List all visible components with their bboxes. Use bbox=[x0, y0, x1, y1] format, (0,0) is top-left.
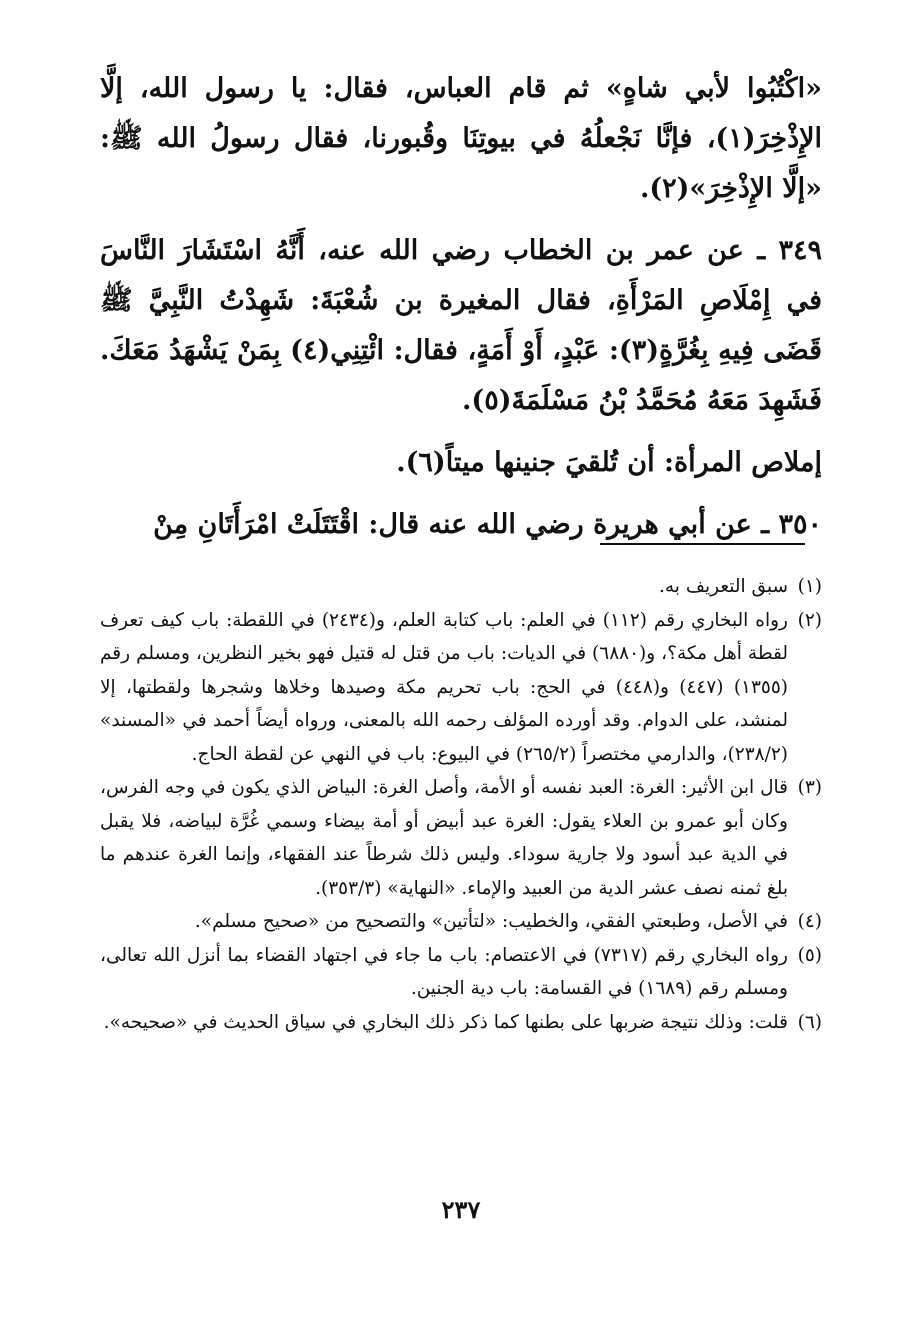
footnote-text: سبق التعريف به. bbox=[658, 576, 788, 597]
footnotes bbox=[100, 570, 822, 1039]
footnote-number: (٥) bbox=[797, 944, 822, 966]
footnote-3 bbox=[100, 771, 822, 905]
footnote-text: رواه البخاري رقم (٧٣١٧) في الاعتصام: باب ما جاء في اجتهاد القضاء بما أنزل الله تعالى، ومسلم رقم (١٦٨٩) في القسامة: باب دية الجنين. bbox=[100, 944, 788, 999]
footnote-6 bbox=[100, 1006, 822, 1040]
page-number: ٢٣٧ bbox=[441, 1195, 481, 1224]
paragraph-hadith-continuation: «اكْتُبُوا لأبي شاهٍ» ثم قام العباس، فقال: يا رسول الله، إلَّا الإِذْخِرَ(١)، فإنَّا نَجْعلُهُ في بيوتِنَا وقُبورنا، فقال رسولُ الله ﷺ: «إلَّا الإِذْخِرَ»(٢). bbox=[100, 73, 822, 204]
footnote-number: (٦) bbox=[797, 1011, 822, 1033]
footnote-number: (٢) bbox=[797, 609, 822, 631]
footnote-number: (١) bbox=[797, 576, 822, 597]
footnote-text: قال ابن الأثير: الغرة: العبد نفسه أو الأمة، وأصل الغرة: البياض الذي يكون في وجه الفرس، وكان أبو عمرو بن العلاء يقول: الغرة عبد أبيض أو أمة بيضاء وسمي غُرَّة لبياضه، فلا يقبل في الدية عبد أسود ولا جارية سوداء. وليس ذلك شرطاً عند الفقهاء، وإنما الغرة عندهم ما بلغ ثمنه نصف عشر الدية من العبيد والإماء. «النهاية» (٣٥٣/٣). bbox=[100, 777, 788, 899]
footnote-divider bbox=[600, 543, 805, 545]
footnote-number: (٣) bbox=[797, 777, 822, 798]
footnote-4 bbox=[100, 905, 822, 939]
footnote-text: قلت: وذلك نتيجة ضربها على بطنها كما ذكر ذلك البخاري في سياق الحديث في «صحيحه». bbox=[103, 1011, 788, 1033]
main-text bbox=[100, 64, 822, 550]
footnote-number: (٤) bbox=[797, 911, 822, 932]
paragraph-hadith-350: ٣٥٠ ـ عن أبي هريرة رضي الله عنه قال: اقْتَتَلَتْ امْرَأَتَانِ مِنْ bbox=[153, 509, 822, 540]
footnote-text: رواه البخاري رقم (١١٢) في العلم: باب كتابة العلم، و(٢٤٣٤) في اللقطة: باب كيف تعرف لقطة أهل مكة؟، و(٦٨٨٠) في الديات: باب من قتل له قتيل فهو بخير النظرين، ومسلم رقم (١٣٥٥) (٤٤٧) و(٤٤٨) في الحج: باب تحريم مكة وصيدها وخلاها وشجرها ولقطتها، إلا لمنشد، على الدوام. وقد أورده المؤلف رحمه الله بالمعنى، ورواه أيضاً أحمد في «المسند» (٢٣٨/٢)، والدارمي مختصراً (٢٦٥/٢) في البيوع: باب في النهي عن لقطة الحاج. bbox=[100, 609, 789, 765]
footnote-5 bbox=[100, 939, 822, 1006]
footnote-text: في الأصل، وطبعتي الفقي، والخطيب: «لتأتين» والتصحيح من «صحيح مسلم». bbox=[194, 911, 788, 932]
footnote-1 bbox=[100, 570, 822, 604]
paragraph-definition: إملاص المرأة: أن تُلقيَ جنينها ميتاً(٦). bbox=[396, 447, 822, 478]
paragraph-hadith-349: ٣٤٩ ـ عن عمر بن الخطاب رضي الله عنه، أَنَّهُ اسْتَشَارَ النَّاسَ في إِمْلَاصِ المَرْأَةِ، فقال المغيرة بن شُعْبَةَ: شَهِدْتُ النَّبِيَّ ﷺ قَضَى فِيهِ بِغُرَّةٍ(٣): عَبْدٍ، أَوْ أَمَةٍ، فقال: ائْتِنِي(٤) بِمَنْ يَشْهَدُ مَعَكَ. فَشَهِدَ مَعَهُ مُحَمَّدُ بْنُ مَسْلَمَةَ(٥). bbox=[100, 235, 823, 416]
footnote-2 bbox=[100, 604, 822, 772]
